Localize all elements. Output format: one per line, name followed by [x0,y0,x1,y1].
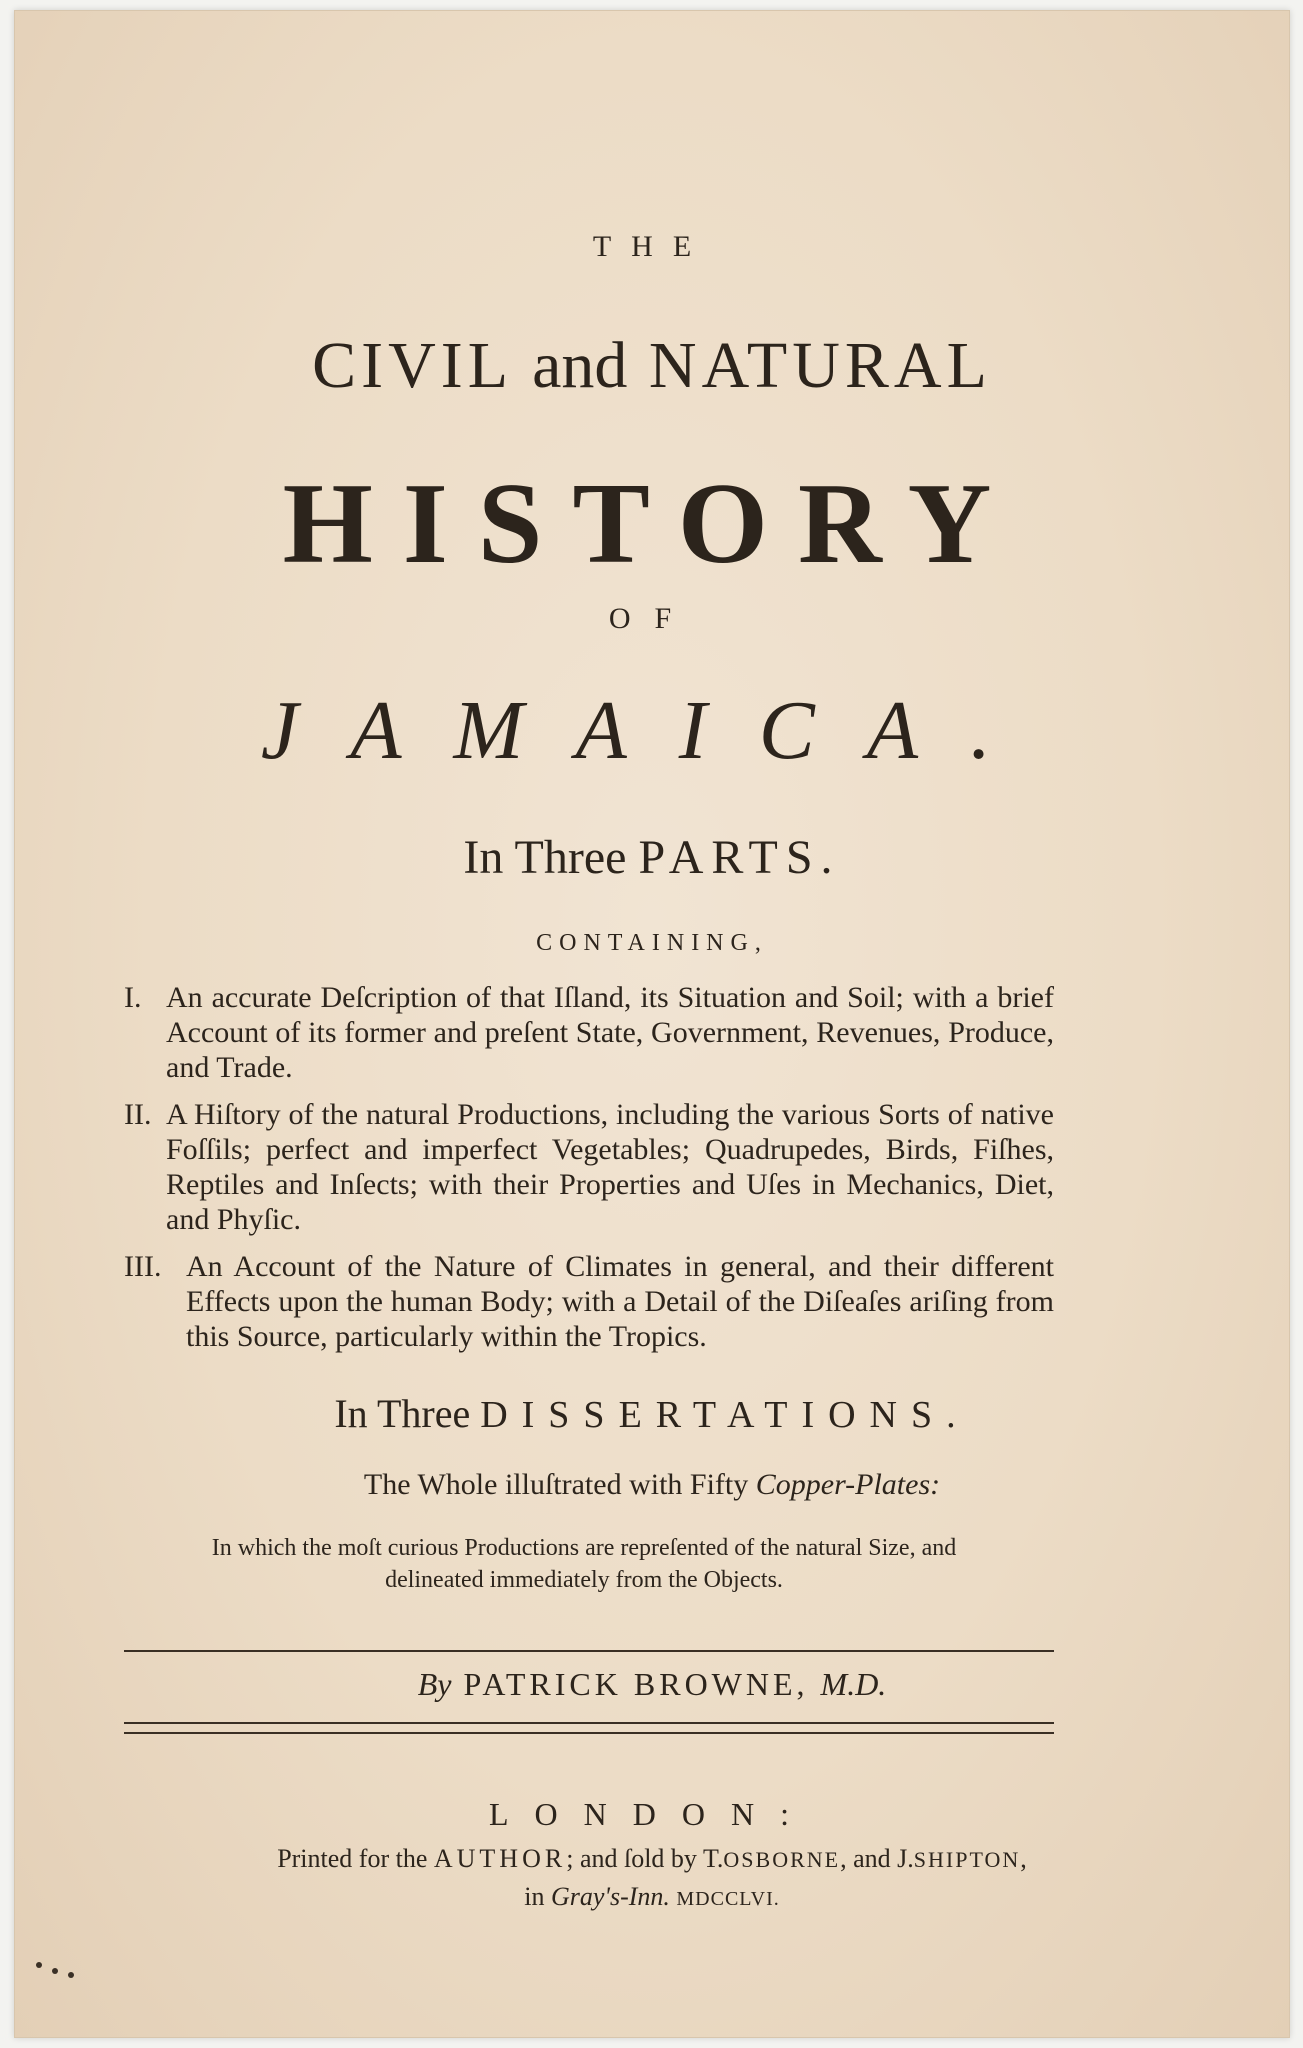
author-name: PATRICK BROWNE, [463,1666,809,1702]
divider-top [124,1650,1054,1652]
imprint-year: MDCCLVI. [676,1888,780,1910]
list-item [124,1249,1054,1354]
curious-line-2: delineated immediately from the Objects. [385,1567,783,1593]
diss-word: DISSERTATIONS. [480,1394,970,1436]
title-and: and [532,329,628,402]
imprint-printed-line [14,1844,1290,1874]
item-text: An accurate Deſcription of that Iſland, its Situation and Soil; with a brief Account of its former and preſent State, Government, Revenues, Produce, and Trade. [166,981,1054,1084]
grays-in: in [524,1882,545,1911]
printed-author: AUTHOR [433,1844,567,1873]
printed-comma: , [1020,1844,1027,1873]
item-number: I. [124,981,142,1014]
illus-text: The Whole illuſtrated with Fifty [363,1468,749,1501]
containing-heading: CONTAINING, [536,930,768,956]
title-page [14,10,1290,2038]
illus-copper-plates: Copper-Plates: [755,1468,941,1501]
item-text: An Account of the Nature of Climates in general, and their different Effects upon the human Body; with a Detail of the Diſeaſes ariſing from this Source, particularly within the Tropics. [186,1250,1054,1353]
curious-productions-note [114,1532,1054,1596]
contents-list [124,980,1054,1366]
author-by: By [417,1666,452,1702]
title-history: HISTORY [282,460,1022,588]
author-line [14,1666,1290,1703]
list-item [124,980,1054,1085]
title-natural: NATURAL [648,329,992,402]
grays-inn: Gray's-Inn. [550,1882,670,1911]
divider-bottom-2 [124,1732,1054,1734]
diss-prefix: In Three [334,1391,471,1436]
author-degree: M.D. [820,1666,887,1702]
parts-prefix: In Three [463,831,627,884]
title-of: OF [608,602,696,635]
divider-bottom-1 [124,1722,1054,1724]
imprint-city: LONDON: [489,1796,815,1832]
parts-word: PARTS. [638,831,841,884]
title-civil-and-natural [14,328,1290,404]
item-text: A Hiſtory of the natural Productions, including the various Sorts of native Foſſils; perfect and imperfect Vegetables; Quadrupedes, Birds, Fiſhes, Reptiles and Inſects; with their Properties and Uſes in Mechanics, Diet, and Phyſic. [166,1098,1054,1236]
printed-for: Printed for the [277,1844,428,1873]
title-the: THE [592,230,712,263]
printed-and-j: , and J. [840,1844,914,1873]
printed-shipton: SHIPTON [913,1847,1021,1872]
printed-osborne: OSBORNE [723,1847,841,1872]
illustrated-line [14,1468,1290,1502]
imprint-place-date [14,1882,1290,1912]
printed-sold-by: ; and ſold by T. [566,1844,724,1873]
ink-spots [32,1958,102,1988]
curious-line-1: In which the moſt curious Productions are repreſented of the natural Size, and [211,1535,957,1561]
title-civil: CIVIL [312,329,511,402]
item-number: III. [124,1250,162,1283]
in-three-dissertations [14,1390,1290,1437]
in-three-parts [14,830,1290,885]
item-number: II. [124,1098,152,1131]
list-item [124,1097,1054,1237]
title-jamaica: JAMAICA. [260,684,1044,777]
